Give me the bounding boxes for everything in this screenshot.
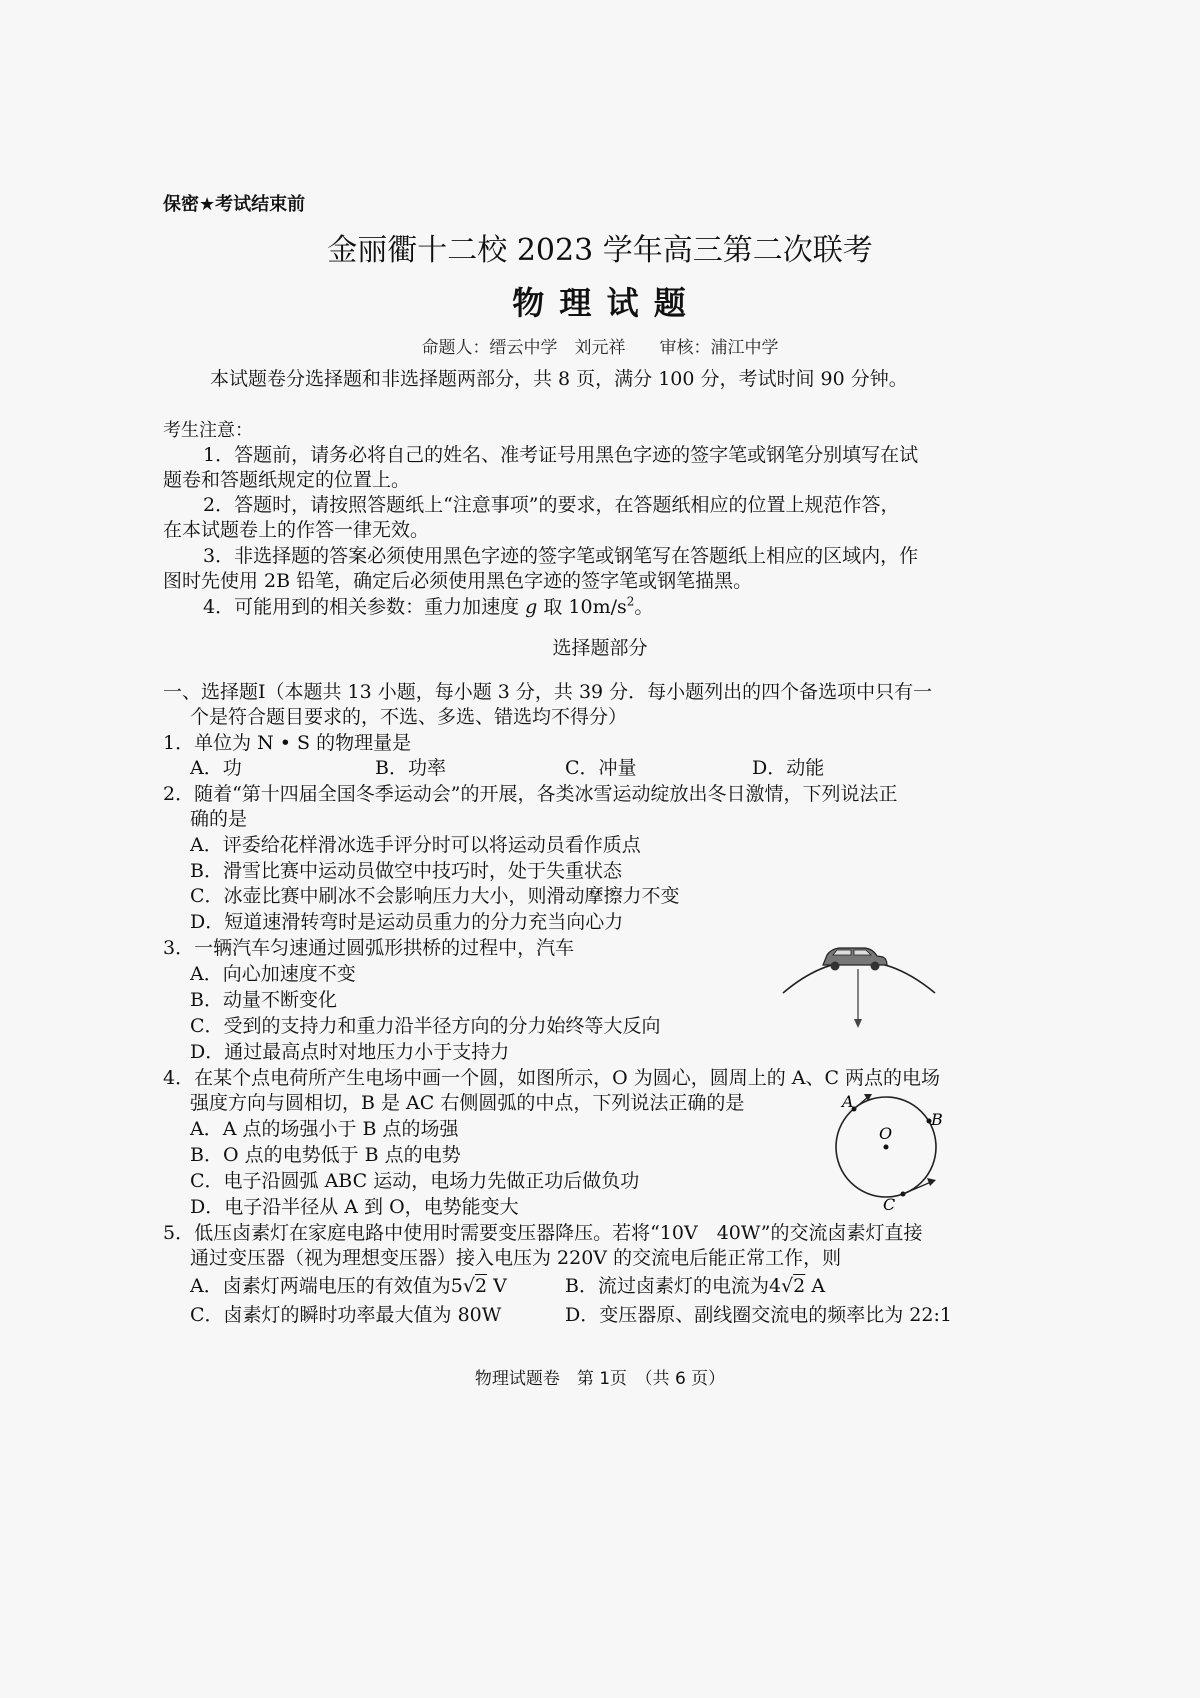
q5-stem-line2: 通过变压器（视为理想变压器）接入电压为 220V 的交流电后能正常工作，则 [190,1247,842,1269]
q4-stem-line2: 强度方向与圆相切，B 是 AC 右侧圆弧的中点，下列说法正确的是 [190,1092,745,1114]
q2-option-b: B．滑雪比赛中运动员做空中技巧时，处于失重状态 [190,860,622,882]
q2-stem-line2: 确的是 [190,808,248,830]
section-title: 选择题部分 [552,637,648,659]
q2-option-d: D．短道速滑转弯时是运动员重力的分力充当向心力 [190,911,624,933]
notes-heading: 考生注意： [163,420,253,441]
author-line: 命题人：缙云中学 刘元祥 审核：浦江中学 [421,338,779,358]
q5-option-b: B．流过卤素灯的电流为4√2 A [565,1275,826,1297]
q4-option-c: C．电子沿圆弧 ABC 运动，电场力先做正功后做负功 [190,1170,640,1192]
note-4: 4．可能用到的相关参数：重力加速度 g 取 $10m/s^2$。 [203,594,654,618]
q1-option-a: A．功 [190,757,242,779]
bridge-arc [783,961,935,993]
arrow-c [903,1182,931,1194]
exam-title: 金丽衢十二校 2023 学年高三第二次联考 [327,233,873,268]
q1-option-b: B．功率 [375,757,446,779]
q1-option-d: D．动能 [752,757,825,779]
q2-option-a: A．评委给花样滑冰选手评分时可以将运动员看作质点 [190,834,641,856]
q2-stem-line1: 2．随着“第十四届全国冬季运动会”的开展，各类冰雪运动绽放出冬日激情，下列说法正 [163,783,898,805]
q4-stem-line1: 4．在某个点电荷所产生电场中画一个圆，如图所示，O 为圆心，圆周上的 A、C 两点的电场 [163,1067,941,1089]
q4-option-d: D．电子沿半径从 A 到 O，电势能变大 [190,1196,519,1218]
q4-option-b: B．O 点的电势低于 B 点的电势 [190,1144,461,1166]
q5-option-d: D．变压器原、副线圈交流电的频率比为 22:1 [565,1304,952,1326]
car-icon [823,948,887,971]
q2-option-c: C．冰壶比赛中刷冰不会影响压力大小，则滑动摩擦力不变 [190,885,680,907]
label-a: A [842,1092,854,1111]
q1-option-c: C．冲量 [565,757,637,779]
q3-stem: 3．一辆汽车匀速通过圆弧形拱桥的过程中，汽车 [163,937,575,959]
intro-text: 本试题卷分选择题和非选择题两部分，共 8 页，满分 100 分，考试时间 90 分钟。 [210,368,908,390]
q5-option-c: C．卤素灯的瞬时功率最大值为 80W [190,1304,502,1326]
note-1-line2: 题卷和答题纸规定的位置上。 [163,469,411,491]
note-3-line1: 3．非选择题的答案必须使用黑色字迹的签字笔或钢笔写在答题纸上相应的区域内，作 [203,545,919,567]
center-point [884,1145,889,1150]
subject-title: 物 理 试 题 [512,284,688,322]
arrow-head [854,1019,862,1028]
q5-stem-line1: 5．低压卤素灯在家庭电路中使用时需要变压器降压。若将“10V 40W”的交流卤素灯直接 [163,1222,923,1244]
q5-option-a: A．卤素灯两端电压的有效值为5√2 V [190,1275,507,1297]
q1-stem: 1．单位为 N • S 的物理量是 [163,732,412,754]
note-1-line1: 1．答题前，请务必将自己的姓名、准考证号用黑色字迹的签字笔或钢笔分别填写在试 [203,444,919,466]
part1-line2: 个是符合题目要求的，不选、多选、错选均不得分） [190,706,628,728]
q3-option-a: A．向心加速度不变 [190,963,356,985]
label-b: B [931,1110,943,1129]
q3-option-c: C．受到的支持力和重力沿半径方向的分力始终等大反向 [190,1015,661,1037]
q4-circle-figure [828,1085,958,1215]
part1-line1: 一、选择题Ⅰ（本题共 13 小题，每小题 3 分，共 39 分．每小题列出的四个备选项中只有一 [163,681,933,703]
note-3-line2: 图时先使用 2B 铅笔，确定后必须使用黑色字迹的签字笔或钢笔描黑。 [163,570,753,592]
q4-option-a: A．A 点的场强小于 B 点的场强 [190,1118,459,1140]
q3-bridge-figure [775,935,950,1035]
page-footer: 物理试题卷 第 1页 （共 6 页） [474,1369,726,1389]
confidential-label: 保密★考试结束前 [163,194,306,215]
label-o: O [879,1124,893,1143]
arrow-a [854,1097,868,1109]
note-2-line1: 2．答题时，请按照答题纸上“注意事项”的要求，在答题纸相应的位置上规范作答， [203,494,900,516]
q3-option-d: D．通过最高点时对地压力小于支持力 [190,1041,510,1063]
q3-option-b: B．动量不断变化 [190,989,337,1011]
label-c: C [883,1195,896,1214]
note-2-line2: 在本试题卷上的作答一律无效。 [163,519,430,541]
arrow-c-head [927,1178,936,1186]
